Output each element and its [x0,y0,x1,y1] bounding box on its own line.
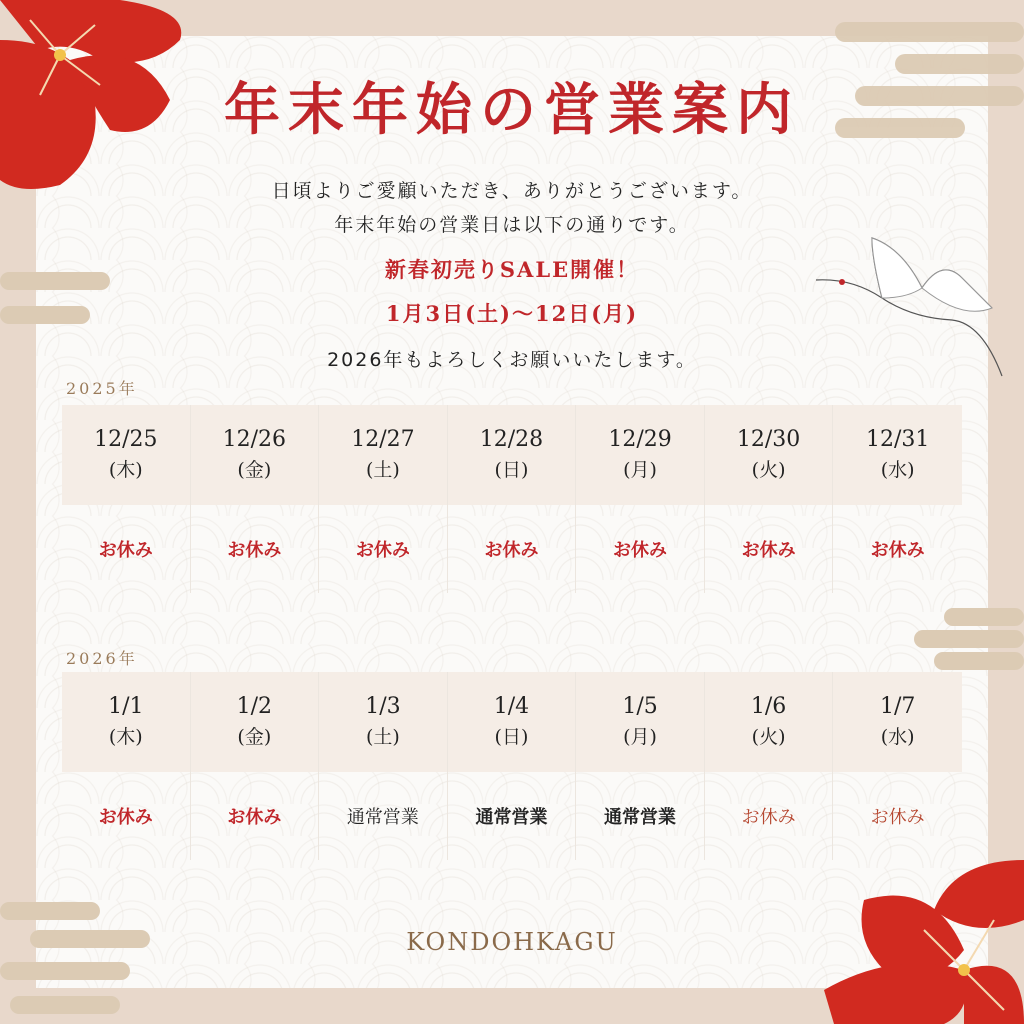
status-label: 通常営業 [604,807,677,828]
day-column [448,405,577,593]
weekday-label: (金) [237,459,272,481]
day-column [191,405,320,593]
weekday-label: (月) [623,726,657,748]
date-label: 1/2 [236,694,273,719]
cloud-pattern-icon [0,900,150,1024]
day-column [705,405,834,593]
day-column [448,672,577,860]
date-label: 12/27 [351,427,415,452]
date-label: 12/31 [865,427,930,452]
date-label: 1/4 [493,694,530,719]
status-label: お休み [227,540,282,561]
closing-line: 2026年もよろしくお願いいたします。 [327,349,697,371]
schedule-grid-2025 [62,405,962,593]
day-column [62,405,191,593]
day-column [319,672,448,860]
weekday-label: (土) [365,726,400,748]
status-label: お休み [355,540,410,561]
weekday-label: (金) [237,726,272,748]
brand-logo-text: KONDOHKAGU [406,928,618,956]
status-label: お休み [741,540,796,561]
day-column [576,672,705,860]
day-column [319,405,448,593]
schedule-grid-2026 [62,672,962,860]
date-label: 12/26 [222,427,287,452]
status-label: 通常営業 [475,807,548,828]
weekday-label: (水) [880,726,915,748]
date-label: 1/3 [365,694,401,719]
weekday-label: (土) [365,459,400,481]
cloud-pattern-icon [914,606,1024,672]
weekday-label: (火) [751,459,786,481]
status-label: お休み [98,540,153,561]
status-label: お休み [870,807,925,828]
status-label: お休み [98,807,153,828]
date-label: 12/28 [479,427,544,452]
status-label: お休み [484,540,539,561]
day-column [833,672,962,860]
page-title: 年末年始の営業案内 [224,77,800,143]
year-label-2025: 2025年 [66,379,138,398]
day-column [576,405,705,593]
weekday-label: (木) [108,726,143,748]
year-label-2026: 2026年 [66,649,138,668]
weekday-label: (水) [880,459,915,481]
status-label: 通常営業 [346,807,419,828]
date-label: 1/1 [108,694,144,719]
weekday-label: (日) [494,726,529,748]
day-column [833,405,962,593]
weekday-label: (木) [108,459,143,481]
sale-period: 1月3日(土)〜12日(月) [385,301,639,326]
date-label: 12/29 [608,427,672,452]
date-label: 1/6 [750,694,787,719]
date-label: 1/7 [879,694,916,719]
status-label: お休み [613,540,668,561]
day-column [62,672,191,860]
sale-title: 新春初売りSALE開催！ [384,257,640,282]
status-label: お休み [741,807,796,828]
day-column [705,672,834,860]
date-label: 12/25 [94,427,158,452]
status-label: お休み [227,807,282,828]
status-label: お休み [870,540,925,561]
day-column [191,672,320,860]
greeting-line-1: 日頃よりご愛顧いただき、ありがとうございます。 [271,180,753,202]
weekday-label: (月) [623,459,657,481]
date-label: 1/5 [622,694,658,719]
weekday-label: (日) [494,459,529,481]
weekday-label: (火) [751,726,786,748]
date-label: 12/30 [736,427,801,452]
greeting-line-2: 年末年始の営業日は以下の通りです。 [334,214,690,236]
